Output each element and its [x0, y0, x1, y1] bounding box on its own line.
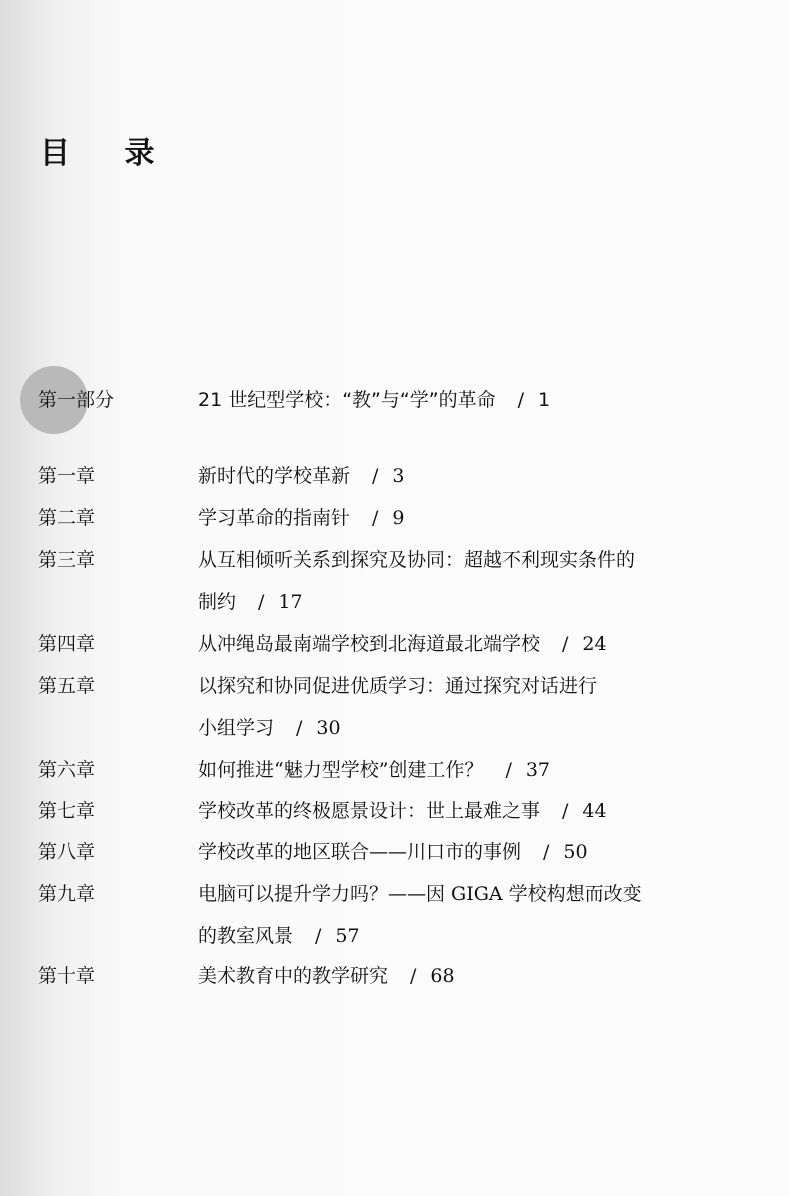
chapter-page-number: 30	[316, 717, 341, 739]
chapter-label: 第十章	[38, 965, 96, 987]
chapter-label: 第八章	[38, 841, 96, 863]
toc-chapter-entry-10[interactable]	[0, 962, 790, 1004]
part-label: 第一部分	[38, 389, 115, 411]
toc-chapter-entry-3[interactable]	[0, 546, 790, 630]
chapter-title: 学校改革的终极愿景设计：世上最难之事	[198, 800, 541, 822]
chapter-label: 第四章	[38, 633, 96, 655]
chapter-title-line: 以探究和协同促进优质学习：通过探究对话进行	[198, 675, 598, 697]
chapter-label: 第一章	[38, 465, 96, 487]
chapter-title-line	[198, 797, 607, 825]
page-separator: /	[372, 465, 379, 487]
chapter-title-line: 电脑可以提升学力吗？——因 GIGA 学校构想而改变	[198, 883, 642, 905]
chapter-page-number: 24	[582, 633, 607, 655]
page-separator: /	[505, 759, 512, 781]
toc-chapter-entry-1[interactable]	[0, 462, 790, 504]
toc-chapter-entry-8[interactable]	[0, 838, 790, 880]
page-separator: /	[543, 841, 550, 863]
chapter-title-line	[198, 962, 455, 990]
chapter-page-number: 37	[525, 759, 551, 781]
chapter-label: 第三章	[38, 549, 96, 571]
toc-chapter-entry-7[interactable]	[0, 797, 790, 839]
page-separator: /	[372, 507, 379, 529]
toc-chapter-entry-2[interactable]	[0, 504, 790, 546]
chapter-title-continuation	[198, 588, 303, 616]
page-separator: /	[562, 800, 569, 822]
toc-chapter-entry-6[interactable]	[0, 756, 790, 798]
chapter-page-number: 68	[430, 965, 455, 987]
chapter-title: 小组学习	[198, 717, 275, 739]
chapter-page-number: 50	[563, 841, 588, 863]
chapter-title: 学习革命的指南针	[198, 507, 351, 529]
page-separator: /	[562, 633, 569, 655]
chapter-title: 美术教育中的教学研究	[198, 965, 389, 987]
toc-part-entry[interactable]	[0, 386, 790, 428]
toc-chapter-entry-9[interactable]	[0, 880, 790, 964]
part-title: 21 世纪型学校：“教”与“学”的革命	[198, 389, 496, 411]
chapter-title: 的教室风景	[198, 925, 294, 947]
chapter-title-line	[198, 756, 550, 784]
toc-chapter-entry-4[interactable]	[0, 630, 790, 672]
toc-chapter-entry-5[interactable]	[0, 672, 790, 756]
part-page-number: 1	[538, 389, 551, 411]
chapter-title-line	[198, 838, 588, 866]
chapter-title-continuation	[198, 714, 341, 742]
chapter-label: 第九章	[38, 883, 96, 905]
chapter-page-number: 17	[278, 591, 303, 613]
chapter-title-line	[198, 462, 405, 490]
chapter-title-line	[198, 504, 405, 532]
part-title-line	[198, 386, 550, 414]
page-separator: /	[315, 925, 322, 947]
chapter-title-line	[198, 630, 607, 658]
chapter-label: 第五章	[38, 675, 96, 697]
chapter-title: 学校改革的地区联合——川口市的事例	[198, 841, 522, 863]
chapter-title-line: 从互相倾听关系到探究及协同：超越不利现实条件的	[198, 549, 636, 571]
page-separator: /	[410, 965, 417, 987]
page-separator: /	[258, 591, 265, 613]
page-separator: /	[517, 389, 524, 411]
page-separator: /	[296, 717, 303, 739]
chapter-page-number: 57	[335, 925, 360, 947]
chapter-page-number: 44	[582, 800, 607, 822]
chapter-label: 第六章	[38, 759, 96, 781]
chapter-title: 新时代的学校革新	[198, 465, 351, 487]
chapter-title: 从冲绳岛最南端学校到北海道最北端学校	[198, 633, 541, 655]
toc-title: 目 录	[40, 136, 177, 171]
chapter-label: 第二章	[38, 507, 96, 529]
chapter-page-number: 3	[392, 465, 405, 487]
chapter-title-continuation	[198, 922, 360, 950]
chapter-title: 如何推进“魅力型学校”创建工作？	[198, 759, 484, 781]
chapter-label: 第七章	[38, 800, 96, 822]
chapter-page-number: 9	[392, 507, 405, 529]
chapter-title: 制约	[198, 591, 237, 613]
